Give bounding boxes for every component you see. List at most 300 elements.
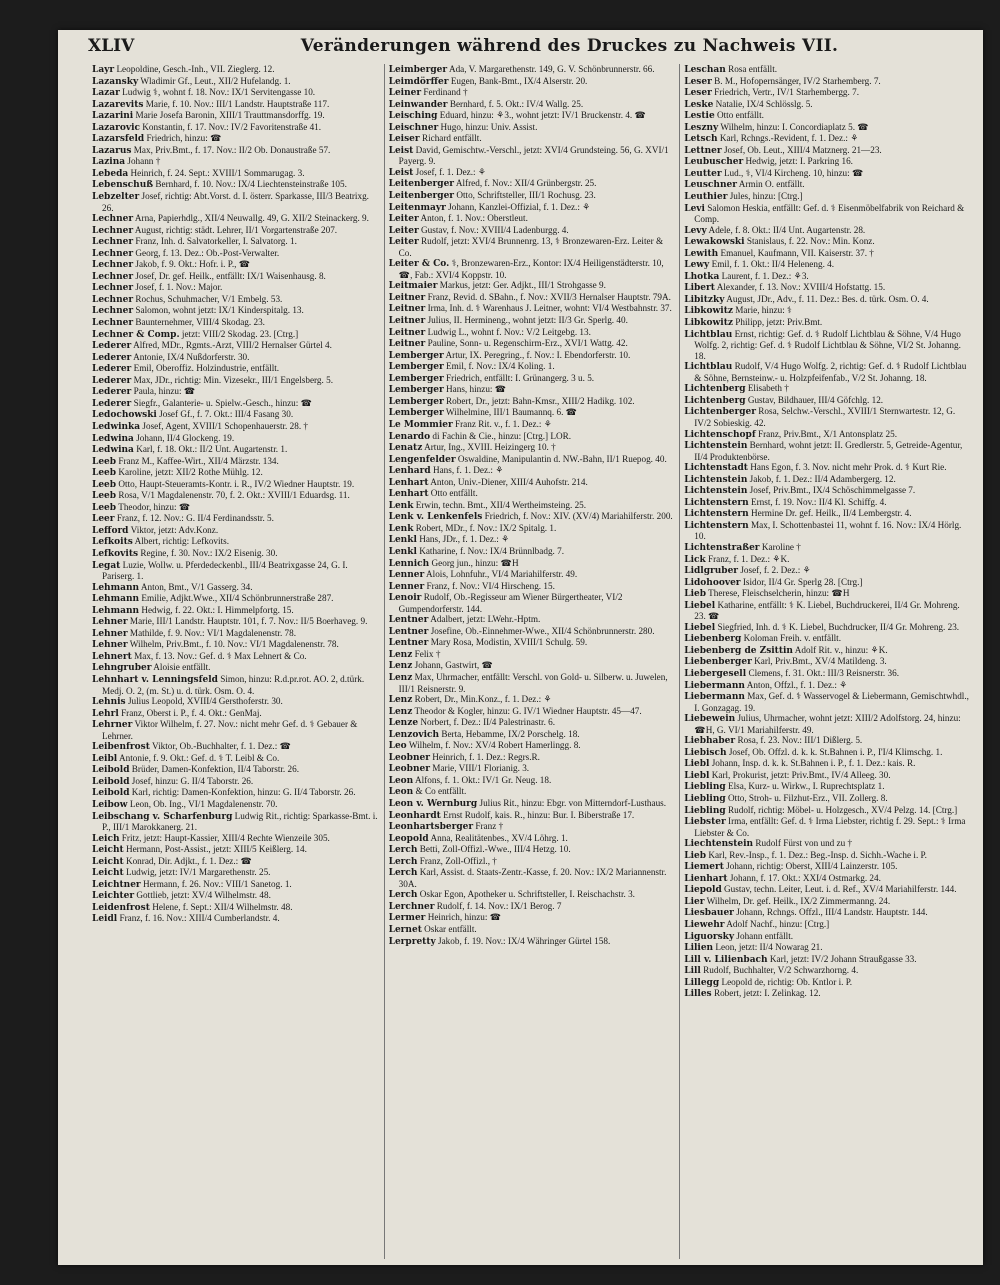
directory-entry [92, 536, 380, 548]
entry-name: Leeb [92, 491, 117, 502]
entry-text: Felix † [412, 648, 441, 659]
entry-name: Lichtblau [684, 362, 733, 373]
entry-text: Gustav, techn. Leiter, Leut. i. d. Ref., XV/4 Mariahilferstr. 144. [721, 884, 957, 895]
directory-entry [92, 844, 380, 856]
directory-entry [92, 799, 380, 811]
entry-name: Lemberger [388, 362, 444, 373]
entry-text: Franz, f. 16. Nov.: XIII/4 Cumberlandstr. 4. [117, 913, 280, 924]
directory-entry [92, 133, 380, 145]
directory-entry [684, 248, 971, 260]
entry-name: Lemberger [388, 385, 444, 396]
directory-entry [389, 500, 676, 512]
entry-text: Oskar Egon, Apotheker u. Schriftsteller, I. Reischachstr. 3. [417, 889, 635, 900]
entry-text: Georg, f. 13. Dez.: Ob.-Post-Verwalter. [133, 247, 280, 258]
entry-text: Rudolf, V/4 Hugo Wolfg. 2, richtig: Gef. d. ⚕ Rudolf Lichtblau & Söhne, Bernsteinw.- u. Holzpfeifenfab., V/2 St. Johanng. 18. [694, 361, 967, 383]
entry-name: Lehmann [92, 582, 140, 593]
entry-name: Lidlgruber [684, 566, 739, 577]
entry-name: Liebster [684, 817, 726, 828]
entry-name: Legat [92, 560, 121, 571]
directory-entry [684, 758, 971, 770]
directory-entry [684, 99, 971, 111]
entry-name: Leeb [92, 479, 117, 490]
directory-entry [684, 383, 971, 395]
entry-name: Lieb [684, 850, 707, 861]
entry-name: Lehmann [92, 605, 140, 616]
entry-text: Katharine, f. Nov.: IX/4 Brünnlbadg. 7. [416, 545, 565, 556]
entry-text: Karl, f. 18. Okt.: II/2 Unt. Augartenstr. 1. [133, 444, 288, 455]
directory-entry [92, 444, 380, 456]
entry-name: Lenkl [388, 546, 417, 557]
entry-text: Fritz, jetzt: Haupt-Kassier, XIII/4 Rechte Wienzeile 305. [119, 832, 330, 843]
entry-name: Lichtenstern [684, 509, 749, 520]
entry-text: Natalie, IX/4 Schlösslg. 5. [713, 98, 813, 109]
entry-name: Lenhard [388, 466, 431, 477]
directory-entry [92, 145, 380, 157]
directory-entry [92, 913, 380, 925]
entry-name: Leo [388, 741, 407, 752]
entry-name: Lechner & Comp. [92, 329, 180, 340]
entry-text: Jakob, f. 1. Dez.: II/4 Adambergerg. 12. [747, 473, 896, 484]
entry-text: Robert, MDr., f. Nov.: IX/2 Spitalg. 1. [413, 522, 557, 533]
entry-text: Karoline, jetzt: XII/2 Rothe Mühlg. 12. [116, 467, 263, 478]
entry-name: Leon [388, 775, 414, 786]
entry-name: Liebenberg [684, 634, 742, 645]
entry-name: Lenz [388, 649, 413, 660]
directory-entry [92, 305, 380, 317]
entry-name: Leuschner [684, 180, 737, 191]
directory-entry [92, 674, 380, 696]
directory-entry [389, 315, 676, 327]
directory-entry [684, 793, 971, 805]
directory-entry [389, 581, 676, 593]
directory-entry [92, 616, 380, 628]
entry-name: Liebling [684, 782, 726, 793]
directory-entry [389, 660, 676, 672]
directory-entry [92, 398, 380, 410]
directory-entry [389, 810, 676, 822]
running-title: Veränderungen während des Druckes zu Nachweis VII. [300, 36, 839, 56]
entry-text: Irma, entfällt: Gef. d. ⚕ Irma Liebster, richtig f. 29. Sept.: ⚕ Irma Liebster & Co. [694, 816, 966, 838]
directory-entry [92, 294, 380, 306]
entry-text: Franz, Priv.Bmt., X/1 Antonsplatz 25. [755, 428, 898, 439]
directory-entry [389, 133, 676, 145]
directory-entry [92, 525, 380, 537]
entry-text: Karoline † [759, 541, 801, 552]
entry-name: Lestie [684, 111, 715, 122]
directory-entry [92, 64, 380, 76]
entry-text: Josef, Ob. Leut., XIII/4 Matznerg. 21—23. [721, 144, 882, 155]
entry-name: Libitzky [684, 294, 725, 305]
entry-text: Franz, f. Nov.: VI/4 Hirscheng. 15. [424, 580, 555, 591]
entry-name: Leisching [388, 111, 438, 122]
entry-text: August, richtig: städt. Lehrer, II/1 Vorgartenstraße 207. [133, 224, 338, 235]
entry-name: Leibow [92, 800, 128, 810]
directory-entry [684, 145, 971, 157]
directory-entry [389, 454, 676, 466]
directory-entry [684, 406, 971, 428]
directory-entry [92, 271, 380, 283]
entry-text: Adele, f. 8. Okt.: II/4 Unt. Augartenstr. 28. [706, 224, 866, 235]
entry-name: Ledwinka [92, 421, 141, 432]
directory-entry [389, 936, 676, 948]
entry-name: Leibl [92, 753, 118, 764]
entry-name: Leiter & Co. [388, 259, 450, 270]
entry-text: Marie, VIII/1 Florianig. 3. [430, 763, 530, 774]
entry-name: Leicht [92, 856, 124, 867]
entry-name: Lentner [388, 638, 429, 649]
entry-text: Anton, Univ.-Diener, XIII/4 Auhofstr. 214. [428, 476, 588, 487]
entry-text: Jakob, f. 19. Nov.: IX/4 Währinger Gürtel 158. [435, 935, 611, 946]
entry-name: Levi [684, 203, 705, 214]
entry-name: Leitner [388, 316, 426, 327]
directory-entry [92, 696, 380, 708]
directory-entry [92, 479, 380, 491]
entry-text: Erwin, techn. Bmt., XII/4 Wertheimsteing. 25. [413, 499, 587, 510]
entry-name: Lewakowski [684, 237, 745, 248]
directory-entry [684, 317, 971, 329]
entry-text: Robert, Dr., Min.Konz., f. 1. Dez.: ⚘ [412, 694, 552, 705]
directory-entry [684, 440, 971, 462]
entry-name: Lewith [684, 248, 719, 259]
entry-text: jetzt: VIII/2 Skodag. 23. [Ctrg.] [179, 328, 299, 339]
entry-text: Oswaldine, Manipulantin d. NW.-Bahn, II/1 Ruepog. 40. [455, 453, 667, 464]
entry-name: Leitner [388, 327, 426, 338]
entry-name: Lermer [388, 913, 426, 924]
entry-name: Ledwina [92, 433, 134, 444]
directory-entry [92, 282, 380, 294]
entry-text: Johann, Kanzlei-Offizial, f. 1. Dez.: ⚘ [445, 201, 591, 212]
entry-name: Leschan [684, 65, 726, 75]
entry-text: Rosa, Selchw.-Verschl., XVIII/1 Sternwartestr. 12, G. IV/2 Sobieskig. 42. [694, 406, 956, 428]
entry-text: Ada, V. Margarethenstr. 149, G. V. Schönbrunnerstr. 66. [447, 64, 655, 74]
entry-text: Hans Egon, f. 3. Nov. nicht mehr Prok. d. ⚕ Kurt Rie. [747, 462, 947, 473]
entry-text: Max, I. Schottenbastei 11, wohnt f. 16. Nov.: IX/4 Hörlg. 10. [694, 519, 962, 542]
directory-entry [389, 350, 676, 362]
entry-name: Leszny [684, 122, 719, 133]
directory-entry [92, 375, 380, 387]
directory-entry [389, 477, 676, 489]
entry-text: Marie, III/1 Landstr. Hauptstr. 101, f. 7. Nov.: II/5 Boerhaveg. 9. [127, 616, 368, 627]
directory-entry [92, 639, 380, 651]
directory-entry [684, 656, 971, 668]
entry-text: Otto, Schriftsteller, III/1 Rochusg. 23. [454, 190, 596, 201]
directory-entry [684, 942, 971, 954]
directory-entry [389, 614, 676, 626]
entry-text: Friedrich, Vertr., IV/1 Starhembergg. 7. [711, 87, 859, 98]
entry-text: Konstantin, f. 17. Nov.: IV/2 Favoritenstraße 41. [139, 121, 322, 132]
directory-entry [389, 901, 676, 913]
entry-name: Liebl [684, 770, 710, 781]
directory-entry [92, 259, 380, 271]
entry-name: Lehrner [92, 720, 133, 731]
entry-text: Helene, f. Sept.: XII/4 Wilhelmstr. 48. [149, 901, 293, 912]
entry-name: Le Mommier [388, 419, 453, 430]
entry-name: Lilien [684, 943, 714, 954]
directory-entry [92, 764, 380, 776]
entry-name: Lerch [388, 845, 418, 856]
entry-name: Lichtenberg [684, 384, 746, 395]
entry-name: Lazarini [92, 111, 134, 122]
directory-entry [92, 191, 380, 213]
directory-entry [684, 965, 971, 977]
entry-name: Leeb [92, 456, 117, 467]
directory-entry [389, 213, 676, 225]
directory-entry [684, 588, 971, 600]
entry-text: Leon, Ob. Ing., VI/1 Magdalenenstr. 70. [127, 799, 278, 809]
entry-text: Emil, f. 1. Okt.: II/4 Heleneng. 4. [709, 259, 835, 270]
directory-entry [389, 76, 676, 88]
entry-text: di Fachin & Cie., hinzu: [Ctrg.] LOR. [430, 430, 572, 441]
entry-name: Lichtenberger [684, 407, 756, 418]
entry-name: Lenner [388, 581, 425, 592]
entry-text: Ernst, richtig: Gef. d. ⚕ Rudolf Lichtblau & Söhne, V/4 Hugo Wolfg. 2, richtig: Gef. d. ⚕ Rudolf Lichtblau & Söhne, VI/2 St. Johanng. 18. [694, 328, 961, 361]
entry-name: Liewehr [684, 920, 725, 931]
entry-text: Hans, hinzu: ☎ [443, 384, 507, 395]
entry-name: Lechner [92, 318, 134, 329]
entry-name: Lazarevits [92, 99, 144, 110]
entry-text: Elsa, Kurz- u. Wirkw., I. Ruprechtsplatz 1. [725, 781, 885, 792]
directory-entry [684, 977, 971, 989]
entry-text: Julius, Uhrmacher, wohnt jetzt: XIII/2 Adolfstorg. 24, hinzu: ☎H, G. VI/1 Mariahilferstr. 49. [694, 713, 961, 735]
directory-entry [684, 87, 971, 99]
entry-name: Leeb [92, 502, 117, 513]
entry-text: Robert, jetzt: I. Zelinkag. 12. [711, 988, 821, 999]
directory-entry [92, 787, 380, 799]
entry-name: Lewy [684, 260, 710, 271]
entry-name: Leinwander [388, 99, 448, 110]
entry-name: Libkowitz [684, 306, 733, 317]
directory-entry [389, 856, 676, 868]
entry-name: Liebergesell [684, 668, 747, 679]
entry-name: Lettner [684, 145, 722, 156]
entry-text: Hermann, f. 26. Nov.: VIII/1 Sanetog. 1. [140, 878, 292, 889]
entry-text: Hedwig, jetzt: I. Parkring 16. [743, 156, 853, 167]
entry-name: Lengenfelder [388, 454, 456, 465]
entry-text: Wilhelm, Priv.Bmt., f. 10. Nov.: VI/1 Magdalenenstr. 78. [127, 639, 339, 650]
directory-entry [92, 179, 380, 191]
entry-name: Lehner [92, 628, 128, 639]
directory-entry [389, 569, 676, 581]
entry-name: Leiter [388, 237, 419, 248]
directory-entry [684, 622, 971, 634]
directory-entry [389, 190, 676, 202]
entry-name: Lillegg [684, 977, 720, 988]
entry-text: Armin O. entfällt. [736, 179, 805, 190]
entry-name: Leobner [388, 752, 430, 763]
directory-entry [684, 850, 971, 862]
directory-entry [389, 373, 676, 385]
directory-entry [684, 179, 971, 191]
entry-name: Leser [684, 76, 712, 87]
entry-name: Lechner [92, 283, 134, 294]
entry-name: Lichtenstadt [684, 463, 748, 474]
directory-entry [92, 502, 380, 514]
entry-text: Franz, f. 1. Dez.: ⚘K. [705, 553, 790, 564]
directory-entry [684, 156, 971, 168]
entry-text: Therese, Fleischselcherin, hinzu: ☎H [706, 588, 850, 599]
entry-name: Lechner [92, 214, 134, 225]
entry-text: Ludwig Rit., richtig: Sparkasse-Bmt. i. P., III/1 Marokkanerg. 21. [102, 810, 378, 833]
directory-entry [684, 225, 971, 237]
entry-text: Wilhelm, hinzu: I. Concordiaplatz 5. ☎ [718, 121, 869, 132]
directory-entry [684, 259, 971, 271]
directory-entry [92, 593, 380, 605]
entry-name: Lenz [388, 706, 413, 717]
entry-text: Theodor & Kogler, hinzu: G. IV/1 Wiedner Hauptstr. 45—47. [412, 705, 642, 716]
entry-text: Ludwig L., wohnt f. Nov.: V/2 Leitgebg. 13. [425, 326, 591, 337]
directory-entry [389, 407, 676, 419]
directory-entry [389, 786, 676, 798]
directory-entry [92, 776, 380, 788]
entry-name: Lichtblau [684, 329, 733, 340]
entry-name: Lenz [388, 672, 413, 683]
entry-text: Josef, Ob. Offzl. d. k. k. St.Bahnen i. P., I'I/4 Klimschg. 1. [726, 746, 943, 757]
entry-name: Liebermann [684, 692, 745, 703]
entry-name: Leiter [388, 214, 419, 225]
entry-name: Leibschang v. Scharfenburg [92, 811, 233, 822]
entry-name: Lehner [92, 640, 128, 651]
entry-name: Ledochowski [92, 410, 157, 421]
entry-name: Leitenmayr [388, 202, 446, 213]
entry-text: Johann, richtig: Oberst, XIII/4 Lainzerstr. 105. [723, 861, 898, 872]
entry-text: Leopoldine, Gesch.-Inh., VII. Zieglerg. 12. [114, 64, 275, 74]
entry-text: Josef, hinzu: G. II/4 Taborstr. 26. [129, 775, 254, 786]
entry-text: Franz, Inh. d. Salvatorkeller, I. Salvatorg. 1. [133, 236, 297, 247]
entry-text: Johann entfällt. [734, 930, 794, 941]
directory-entry [684, 919, 971, 931]
entry-text: Alfred, f. Nov.: XII/4 Grünbergstr. 25. [454, 178, 597, 189]
directory-entry [389, 637, 676, 649]
entry-text: Josef, f. 1. Nov.: Major. [133, 282, 223, 293]
directory-entry [389, 558, 676, 570]
entry-text: Wilhelm, f. Nov.: XV/4 Robert Hamerlingg. 8. [406, 740, 581, 751]
directory-entry [92, 833, 380, 845]
entry-text: Isidor, II/4 Gr. Sperlg 28. [Ctrg.] [740, 576, 863, 587]
directory-entry [684, 282, 971, 294]
directory-entry [684, 361, 971, 383]
entry-name: Leopold [388, 833, 429, 844]
directory-entry [684, 931, 971, 943]
entry-text: Betti, Zoll-Offizl.-Wwe., III/4 Hetzg. 10. [417, 844, 571, 855]
entry-name: Liebenberg de Zsittin [684, 645, 793, 656]
directory-entry [389, 202, 676, 214]
entry-name: Leidl [92, 914, 118, 925]
directory-entry [684, 680, 971, 692]
entry-name: Liebel [684, 600, 716, 611]
entry-name: Lentner [388, 615, 429, 626]
entry-name: Lazar [92, 88, 120, 99]
directory-entry [92, 363, 380, 375]
entry-name: Lenze [388, 718, 419, 729]
entry-name: Lazarsfeld [92, 134, 145, 145]
entry-text: Regine, f. 30. Nov.: IX/2 Eisenig. 30. [138, 547, 278, 558]
directory-entry [92, 708, 380, 720]
directory-entry [389, 626, 676, 638]
directory-entry [389, 292, 676, 304]
entry-text: Josef, Agent, XVIII/1 Schopenhauerstr. 28. † [140, 420, 309, 431]
entry-text: Bernhard, f. 10. Nov.: IX/4 Liechtensteinstraße 105. [153, 179, 347, 190]
entry-name: Liebling [684, 794, 726, 804]
directory-entry [684, 133, 971, 145]
columns-container [88, 64, 975, 1259]
directory-entry [389, 145, 676, 167]
entry-name: Liebel [684, 622, 716, 633]
directory-entry [389, 327, 676, 339]
directory-entry [684, 122, 971, 134]
directory-entry [92, 433, 380, 445]
entry-text: Leopold de, richtig: Ob. Kntlor i. P. [719, 976, 853, 987]
entry-name: Leist [388, 167, 414, 178]
entry-name: Leer [92, 514, 115, 525]
entry-name: Lenk [388, 500, 414, 511]
directory-entry [92, 99, 380, 111]
entry-name: Letsch [684, 134, 718, 145]
entry-name: Leibold [92, 765, 130, 776]
entry-name: Leichter [92, 891, 135, 902]
directory-entry [389, 649, 676, 661]
entry-name: Leobner [388, 764, 430, 775]
directory-entry [389, 122, 676, 134]
entry-name: Lemberger [388, 350, 444, 361]
entry-text: Ernst, f. 19. Nov.: II/4 Kl. Schiffg. 4. [748, 496, 887, 507]
entry-name: Leeb [92, 468, 117, 479]
entry-text: Koloman Freih. v. entfällt. [741, 633, 842, 644]
entry-text: Karl, richtig: Damen-Konfektion, hinzu: G. II/4 Taborstr. 26. [129, 787, 356, 798]
entry-text: Paula, hinzu: ☎ [131, 386, 196, 397]
entry-name: Liguorsky [684, 931, 735, 942]
directory-entry [389, 889, 676, 901]
directory-entry [92, 122, 380, 134]
entry-text: Salomon, wohnt jetzt: IX/1 Kinderspitalg. 13. [133, 305, 304, 316]
directory-entry [684, 329, 971, 362]
entry-name: Lebzelter [92, 192, 140, 203]
entry-name: Lill v. Lilienbach [684, 954, 768, 965]
directory-entry [684, 873, 971, 885]
entry-text: Gustav, Bildhauer, III/4 Göfchlg. 12. [745, 394, 884, 405]
directory-entry [389, 178, 676, 190]
entry-text: Artur, Ing., XVIII. Heizingerg 10. † [422, 442, 556, 453]
entry-name: Lazansky [92, 76, 139, 87]
entry-name: Liebisch [684, 747, 727, 758]
entry-name: Liebenberger [684, 657, 752, 668]
entry-text: Franz, f. 12. Nov.: G. II/4 Ferdinandsstr. 5. [114, 513, 274, 524]
directory-entry [389, 280, 676, 292]
directory-entry [92, 340, 380, 352]
entry-text: Johann, Rchngs. Offzl., III/4 Landstr. Hauptstr. 144. [733, 907, 928, 918]
entry-name: Lill [684, 966, 701, 977]
directory-entry [389, 924, 676, 936]
directory-entry [92, 421, 380, 433]
entry-text: Clemens, f. 31. Okt.: III/3 Reisnerstr. 36. [746, 667, 899, 678]
directory-entry [684, 294, 971, 306]
entry-text: Theodor, hinzu: ☎ [116, 501, 191, 512]
entry-name: Liebhaber [684, 736, 736, 747]
entry-text: Antonie, f. 9. Okt.: Gef. d. ⚕ T. Leibl & Co. [117, 752, 280, 763]
entry-text: Elisabeth † [745, 383, 789, 394]
entry-text: Hans, f. 1. Dez.: ⚘ [430, 465, 504, 476]
directory-entry [684, 691, 971, 713]
directory-entry [389, 384, 676, 396]
entry-text: Pauline, Sonn- u. Regenschirm-Erz., XVI/1 Wattg. 42. [425, 338, 628, 349]
entry-text: Alfred, MDr., Rgmts.-Arzt, VIII/2 Hernalser Gürtel 4. [131, 340, 332, 351]
entry-name: Lechner [92, 237, 134, 248]
entry-name: Levy [684, 225, 707, 236]
directory-entry [684, 907, 971, 919]
entry-text: Eduard, hinzu: ⚘3., wohnt jetzt: IV/1 Bruckenstr. 4. ☎ [437, 110, 646, 121]
entry-text: Markus, jetzt: Ger. Adjkt., III/1 Strohgasse 9. [437, 280, 606, 291]
directory-entry [92, 168, 380, 180]
directory-entry [389, 64, 676, 76]
